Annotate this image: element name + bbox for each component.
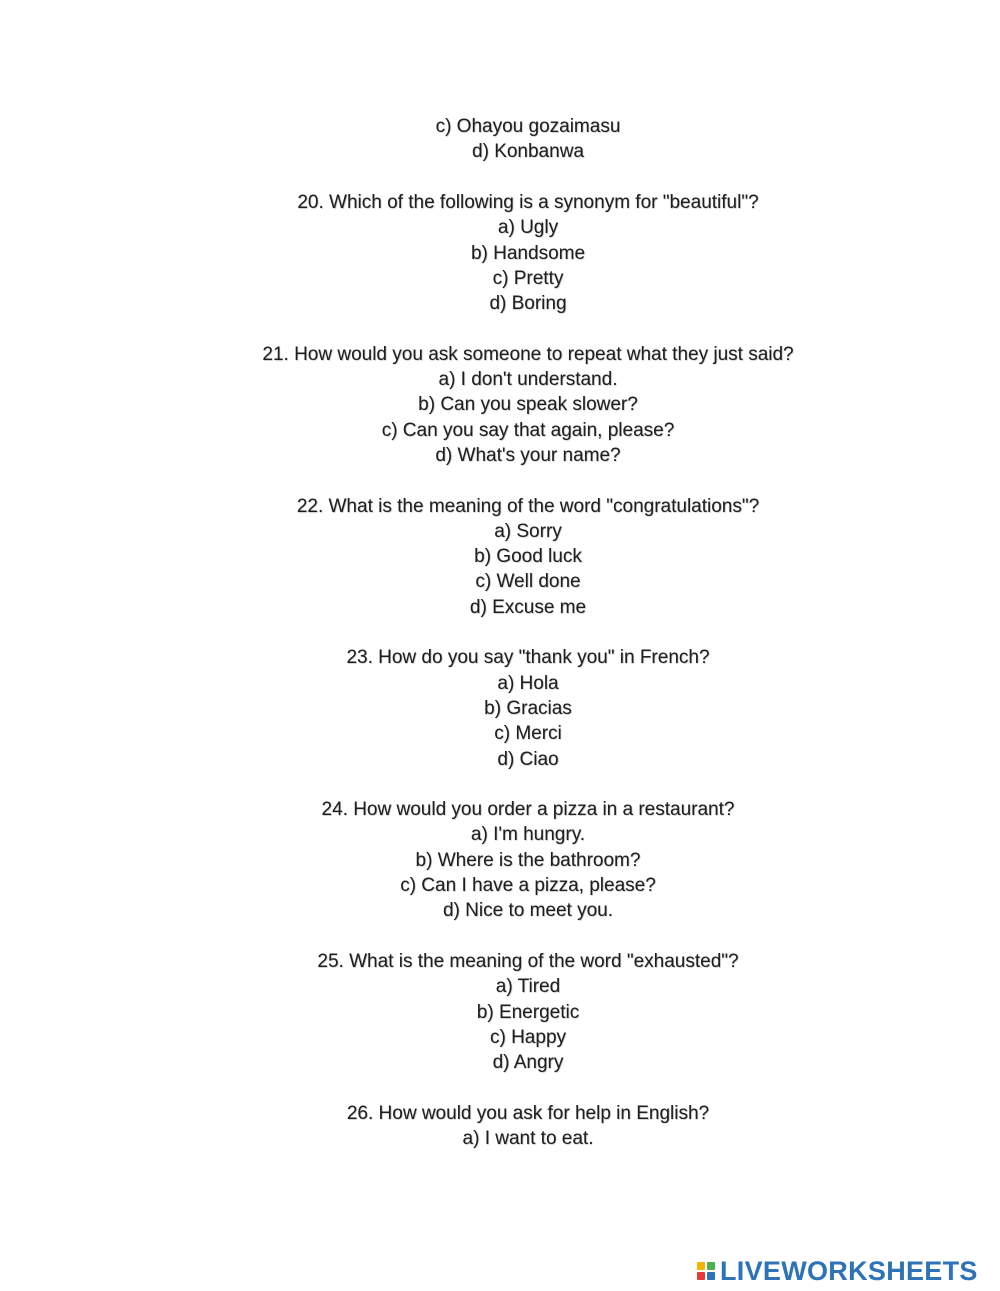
question-text: 21. How would you ask someone to repeat what they just said? [262, 343, 794, 365]
answer-option: c) Can I have a pizza, please? [400, 875, 656, 896]
worksheet-page [0, 114, 1000, 1174]
answer-option: c) Merci [494, 723, 562, 745]
logo-blocks-icon [697, 1262, 715, 1280]
answer-option: a) Ugly [497, 217, 559, 239]
question-text: 25. What is the meaning of the word "exhausted"? [317, 950, 739, 972]
answer-option: a) I'm hungry. [470, 824, 586, 846]
answer-option: a) Hola [497, 672, 559, 694]
logo-text: LIVEWORKSHEETS [720, 1255, 978, 1286]
answer-option: c) Can you say that again, please? [381, 419, 675, 441]
answer-option: d) Excuse me [469, 596, 587, 618]
question-text: 22. What is the meaning of the word "congratulations"? [296, 495, 760, 517]
logo-block [707, 1262, 715, 1270]
question-text: 20. Which of the following is a synonym for "beautiful"? [297, 191, 759, 213]
answer-option: c) Ohayou gozaimasu [435, 116, 621, 137]
answer-option: d) What's your name? [435, 444, 621, 466]
answer-option: b) Good luck [474, 546, 582, 568]
answer-option: d) Boring [489, 293, 567, 315]
answer-option: b) Gracias [484, 697, 572, 719]
answer-option: a) Sorry [494, 520, 562, 542]
answer-option: d) Nice to meet you. [442, 900, 614, 922]
question-text: 26. How would you ask for help in English? [346, 1102, 710, 1124]
answer-option: b) Energetic [476, 1001, 580, 1023]
answer-option: b) Handsome [470, 242, 586, 264]
logo-block [697, 1262, 705, 1270]
answer-option: c) Well done [475, 571, 581, 593]
answer-option: d) Ciao [497, 748, 559, 770]
answer-option: c) Happy [489, 1026, 567, 1048]
answer-option: a) Tired [495, 976, 561, 998]
logo-block [697, 1272, 705, 1280]
answer-option: a) I want to eat. [462, 1128, 594, 1149]
answer-option: d) Konbanwa [472, 141, 584, 163]
answer-option: c) Pretty [492, 267, 564, 289]
logo-block [707, 1272, 715, 1280]
answer-option: a) I don't understand. [438, 369, 618, 390]
answer-option: b) Can you speak slower? [418, 394, 638, 416]
answer-option: d) Angry [492, 1052, 564, 1074]
question-text: 24. How would you order a pizza in a restaurant? [321, 799, 735, 821]
question-text: 23. How do you say "thank you" in French? [346, 647, 710, 669]
liveworksheets-logo [697, 1254, 978, 1288]
answer-option: b) Where is the bathroom? [415, 849, 641, 871]
